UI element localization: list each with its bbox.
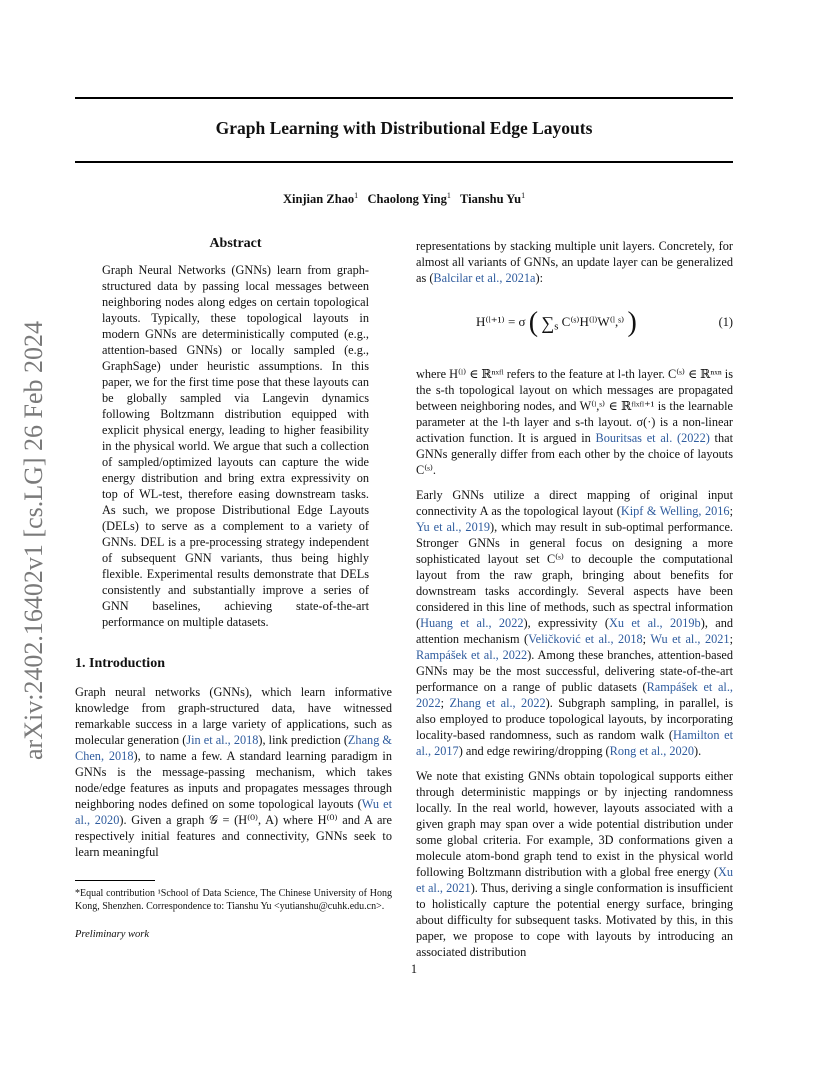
citation-link[interactable]: Wu et al., 2020 [75,797,393,827]
text-run: ): [535,271,544,285]
text-run: Graph neural networks (GNNs), which learn informative knowledge from graph-structured data, have witnessed remarkable success in a large variety of applications, such as molecular generation ( [75,685,392,747]
citation-link[interactable]: Veličković et al., 2018 [528,632,643,646]
citation-link[interactable]: Bouritsas et al. (2022) [595,431,710,445]
paragraph-gap [416,478,733,487]
body-paragraph [416,487,733,759]
citation-link[interactable]: Balcilar et al., 2021a [433,271,536,285]
arxiv-identifier-stamp: arXiv:2402.16402v1 [cs.LG] 26 Feb 2024 [19,320,48,760]
text-run: ) and edge rewiring/dropping ( [458,744,610,758]
citation-link[interactable]: Kipf & Welling, 2016 [620,504,730,518]
text-run: ). Given a graph 𝒢 = (H⁽⁰⁾, A) where H⁽⁰⁾ and A are respectively initial features and connectivity, GNNs seek to learn meaningful [75,813,392,859]
author-affiliation-mark: 1 [521,191,526,200]
text-run: ). Thus, deriving a single conformation is insufficient to holistically capture the potential energy surface, bringing about difficulty for subsequent tasks. Motivated by this, in this paper, we propose to cope with layouts by introducing an associated distribution [416,881,733,959]
author-name: Chaolong Ying [367,192,447,206]
author-affiliation-mark: 1 [446,191,451,200]
citation-link[interactable]: Huang et al., 2022 [420,616,524,630]
text-run: ), expressivity ( [523,616,609,630]
text-run: ; [440,696,450,710]
right-column [416,238,733,960]
text-run: We note that existing GNNs obtain topological supports either through deterministic mappings or by injecting randomness locally. In the real world, however, layouts associated with a given graph may span over a wide potential distribution under some global criteria. For example, 3D conformations given a molecule atom-bond graph tend to exist in the physical world following Boltzmann distribution with a global free energy ( [416,769,733,879]
introduction-heading: 1. Introduction [75,656,165,671]
top-rule [75,97,733,99]
preliminary-work-note: Preliminary work [75,929,149,940]
abstract-section [102,236,369,630]
text-run: ). Among these branches, attention-based GNNs may be the most successful, delivering state-of-the-art performance on a range of public datasets ( [416,648,734,694]
author-name: Xinjian Zhao [282,192,355,206]
citation-link[interactable]: Zhang & Chen, 2018 [75,733,392,763]
body-paragraph [416,366,733,478]
equation-sum-index: s [554,320,559,333]
text-run: ), to name a few. A standard learning paradigm in GNNs is the message-passing mechanism, which takes node/edge features as inputs and propagates messages through neighboring nodes defined on some topological layouts ( [75,749,393,811]
citation-link[interactable]: Jin et al., 2018 [186,733,259,747]
citation-link[interactable]: Xu et al., 2019b [608,616,701,630]
body-paragraph [416,768,733,960]
text-run: ; [729,632,733,646]
citation-link[interactable]: Hamilton et al., 2017 [416,728,734,758]
footnote-affiliations: *Equal contribution ¹School of Data Science, The Chinese University of Hong Kong, Shenzhen. Correspondence to: Tianshu Yu <yutianshu@cuhk.edu.cn>. [75,888,392,912]
footnote-rule [75,880,155,881]
text-run: ), which may result in sub-optimal performance. Stronger GNNs in general focus on designing a more sophisticated layout set C⁽ˢ⁾ to decouple the computational layout from the raw graph, bringing about benefits for downstream tasks accordingly. Several aspects have been considered in this line of methods, such as spectral information ( [416,520,733,630]
text-run: that GNNs generally differ from each other by the choice of layouts C⁽ˢ⁾. [416,431,733,477]
text-run: ). [694,744,702,758]
citation-link[interactable]: Rampášek et al., 2022 [416,648,528,662]
left-column [75,236,392,943]
citation-link[interactable]: Wu et al., 2021 [650,632,730,646]
text-run: ; [642,632,651,646]
paper-title: Graph Learning with Distributional Edge Layouts [215,118,593,138]
body-paragraph [416,238,733,286]
author-name: Tianshu Yu [460,192,522,206]
citation-link[interactable]: Zhang et al., 2022 [449,696,546,710]
author-affiliation-mark: 1 [354,191,359,200]
introduction-paragraph [75,684,392,860]
title-bottom-rule [75,161,733,163]
text-run: ), link prediction ( [258,733,348,747]
paragraph-gap [416,759,733,768]
equation-rhs: C⁽ˢ⁾H⁽ˡ⁾W⁽ˡ,ˢ⁾ [561,314,625,329]
citation-link[interactable]: Yu et al., 2019 [416,520,491,534]
text-run: ). Subgraph sampling, in parallel, is also employed to produce topological layouts, by incorporating locality-based randomness, such as random walk ( [416,696,733,742]
citation-link[interactable]: Xu et al., 2021 [416,865,733,895]
text-run: ; [729,504,733,518]
citation-link[interactable]: Rong et al., 2020 [609,744,695,758]
page-number: 1 [410,962,418,976]
abstract-text: Graph Neural Networks (GNNs) learn from graph-structured data by passing local messages between neighboring nodes along edges on certain topological layouts. Typically, these topological layouts in modern GNNs are deterministically computed (e.g., attention-based GNNs) or locally sampled (e.g., GraphSage) under heuristic assumptions. In this paper, we for the first time pose that these layouts can be globally sampled via Langevin dynamics following Boltzmann distribution equipped with explicit physical energy, leading to higher feasibility in the physical world. We argue that such a collection of sampled/optimized layouts can capture the wide energy distribution and bring extra expressivity on top of WL-test, therefore easing downstream tasks. As such, we propose Distributional Edge Layouts (DELs) to serve as a complement to a variety of GNNs. DEL is a pre-processing strategy independent of subsequent GNN variants, thus being highly flexible. Experimental results demonstrate that DELs consistently and substantially improve a series of GNN baselines, achieving state-of-the-art performance on multiple datasets. [102,263,369,629]
equation-1 [416,296,733,356]
equation-open-paren: ( [528,307,539,339]
abstract-heading: Abstract [209,236,262,251]
equation-number: (1) [718,315,733,329]
text-run: where H⁽ˡ⁾ ∈ ℝⁿˣᶠˡ refers to the feature at l-th layer. C⁽ˢ⁾ ∈ ℝⁿˣⁿ is the s-th topological layout on which messages are propagated between neighboring nodes, and W⁽ˡ,ˢ⁾ ∈ ℝᶠˡˣᶠˡ⁺¹ is the learnable parameter at the l-th layer and s-th layout. σ(·) is a non-linear activation function. It is argued in [416,367,733,445]
equation-lhs: H⁽ˡ⁺¹⁾ = σ [476,314,526,329]
text-run: ), and attention mechanism ( [416,616,734,646]
author-list [75,191,733,207]
equation-close-paren: ) [627,307,637,339]
citation-link[interactable]: Rampášek et al., 2022 [416,680,733,710]
text-run: representations by stacking multiple unit layers. Concretely, for almost all variants of GNNs, an update layer can be generalized as ( [416,239,733,285]
equation-sum: ∑ [541,313,555,334]
text-run: Early GNNs utilize a direct mapping of original input connectivity A as the topological layout ( [416,488,733,518]
equation-body [476,307,637,339]
